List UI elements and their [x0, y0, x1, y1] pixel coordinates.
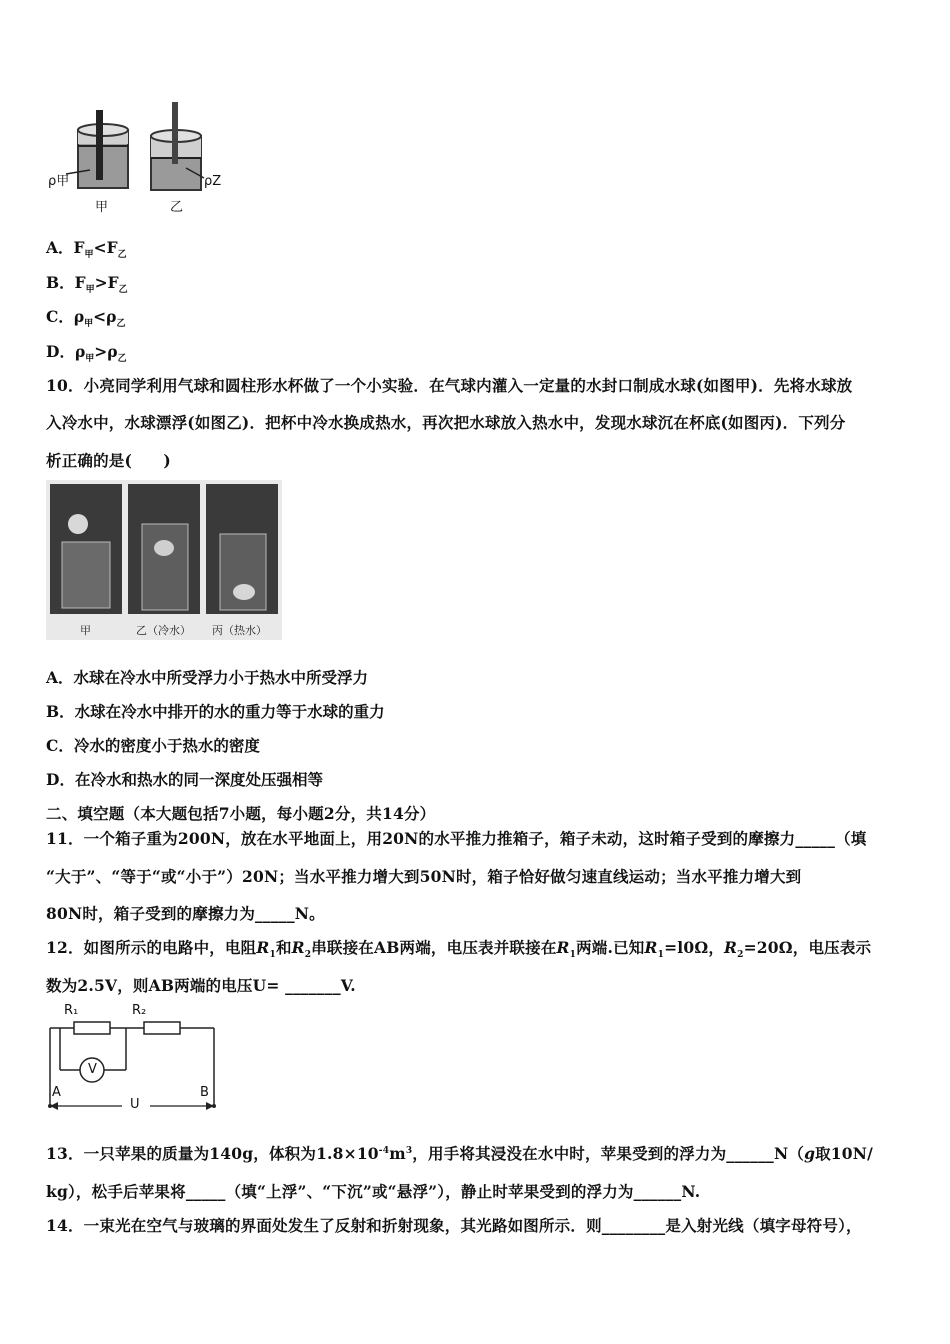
q13-text: 13．一只苹果的质量为140g，体积为1.8×10: [46, 1144, 379, 1163]
option-letter: C．: [46, 307, 74, 326]
resistor-symbol: R: [556, 938, 570, 957]
option-symbol: F: [74, 273, 86, 292]
q14-line-1: 14．一束光在空气与玻璃的界面处发生了反射和折射现象，其光路如图所示．则________是入射光线（填字母符号），: [46, 1216, 862, 1235]
photo-panel-bing: [206, 484, 278, 614]
superscript: 3: [405, 1145, 413, 1156]
option-symbol: F: [73, 238, 85, 257]
option-operator: <: [93, 307, 107, 326]
cup-yi-icon: [128, 484, 200, 614]
option-subscript: 甲: [84, 319, 94, 330]
circuit-label-r2: R₂: [132, 1003, 147, 1018]
photo-panel-yi: [128, 484, 200, 614]
q9-option-c: [46, 305, 126, 329]
option-operator: >: [94, 342, 108, 361]
option-symbol: F: [107, 273, 119, 292]
resistor-symbol: R: [291, 938, 305, 957]
q10-option-d: D．在冷水和热水的同一深度处压强相等: [46, 770, 323, 789]
option-subscript: 乙: [116, 319, 126, 330]
q13-text: m: [389, 1144, 406, 1163]
option-operator: >: [94, 273, 108, 292]
photo-caption-bing: 丙（热水）: [212, 624, 267, 637]
photo-panel-jia: [50, 484, 122, 614]
option-symbol: ρ: [107, 342, 118, 361]
q13-line-2: kg），松手后苹果将_____（填“上浮”、“下沉”或“悬浮”），静止时苹果受到的浮力为______N.: [46, 1182, 701, 1201]
q9-label-jia: 甲: [95, 200, 109, 215]
q12-text: =20Ω，电压表示: [743, 938, 872, 957]
q12-text: 12．如图所示的电路中，电阻: [46, 938, 257, 957]
section-2-heading: 二、填空题（本大题包括7小题，每小题2分，共14分）: [46, 804, 436, 823]
q10-line-1: 10．小亮同学利用气球和圆柱形水杯做了一个小实验．在气球内灌入一定量的水封口制成水球(如图甲)．先将水球放: [46, 376, 853, 395]
subscript: 1: [269, 950, 276, 961]
q10-photo-figure: [46, 480, 282, 640]
option-symbol: ρ: [106, 307, 117, 326]
photo-caption-jia: 甲: [80, 624, 91, 637]
q10-option-b: B．水球在冷水中排开的水的重力等于水球的重力: [46, 702, 385, 721]
q9-option-a: [46, 236, 127, 260]
subscript: 2: [304, 950, 312, 961]
q12-text: 串联接在AB两端，电压表并联接在: [311, 938, 557, 957]
q9-option-d: [46, 340, 127, 364]
circuit-label-u: U: [130, 1097, 140, 1112]
subscript: 2: [737, 950, 744, 961]
resistor-symbol: R: [256, 938, 270, 957]
q9-beakers-figure: [46, 96, 236, 216]
option-letter: D．: [46, 342, 75, 361]
subscript: 1: [657, 950, 665, 961]
q13-line-1: [46, 1142, 873, 1164]
q12-text: 两端.已知: [576, 938, 645, 957]
circuit-label-a: A: [52, 1085, 61, 1100]
option-subscript: 乙: [117, 354, 127, 365]
cup-bing-icon: [206, 484, 278, 614]
circuit-label-b: B: [200, 1085, 209, 1100]
q9-label-yi: 乙: [170, 200, 184, 215]
q10-line-2: 入冷水中，水球漂浮(如图乙)．把杯中冷水换成热水，再次把水球放入热水中，发现水球沉在杯底(如图丙)．下列分: [46, 413, 846, 432]
option-symbol: ρ: [73, 307, 85, 326]
option-subscript: 乙: [118, 285, 128, 296]
option-subscript: 甲: [85, 354, 95, 365]
q12-text: =l0Ω，: [664, 938, 725, 957]
resistor-symbol: R: [644, 938, 658, 957]
gravity-symbol: g: [804, 1144, 816, 1163]
option-letter: A．: [46, 238, 74, 257]
q12-line-1: [46, 936, 871, 960]
q9-rho-right-label: ρZ: [204, 174, 222, 189]
option-subscript: 甲: [84, 250, 94, 261]
cup-jia-icon: [50, 484, 122, 614]
q13-text: ，用手将其浸没在水中时，苹果受到的浮力为______N（: [412, 1144, 805, 1163]
subscript: 1: [569, 950, 577, 961]
circuit-label-voltmeter: V: [88, 1062, 97, 1077]
q10-option-c: C．冷水的密度小于热水的密度: [46, 736, 260, 755]
q10-line-3: 析正确的是( ): [46, 451, 171, 470]
photo-caption-yi: 乙（冷水）: [136, 624, 191, 637]
q11-line-3: 80N时，箱子受到的摩擦力为_____N。: [46, 904, 325, 923]
q12-line-2: 数为2.5V，则AB两端的电压U= _______V.: [46, 976, 356, 995]
q12-text: 和: [275, 938, 292, 957]
option-letter: B．: [46, 273, 75, 292]
option-symbol: ρ: [74, 342, 86, 361]
q9-rho-left-label: ρ甲: [48, 174, 70, 189]
option-subscript: 甲: [85, 285, 95, 296]
option-symbol: F: [106, 238, 118, 257]
q11-line-1: 11．一个箱子重为200N，放在水平地面上，用20N的水平推力推箱子，箱子未动，这时箱子受到的摩擦力_____（填: [46, 829, 867, 848]
q13-text: 取10N/: [815, 1144, 874, 1163]
q11-line-2: “大于”、“等于“或“小于”）20N；当水平推力增大到50N时，箱子恰好做匀速直线运动；当水平推力增大到: [46, 867, 802, 886]
option-subscript: 乙: [117, 250, 127, 261]
resistor-symbol: R: [724, 938, 738, 957]
q9-option-b: [46, 271, 128, 295]
q10-option-a: A．水球在冷水中所受浮力小于热水中所受浮力: [46, 668, 369, 687]
superscript: -4: [378, 1145, 390, 1156]
option-operator: <: [93, 238, 107, 257]
circuit-label-r1: R₁: [64, 1003, 79, 1018]
